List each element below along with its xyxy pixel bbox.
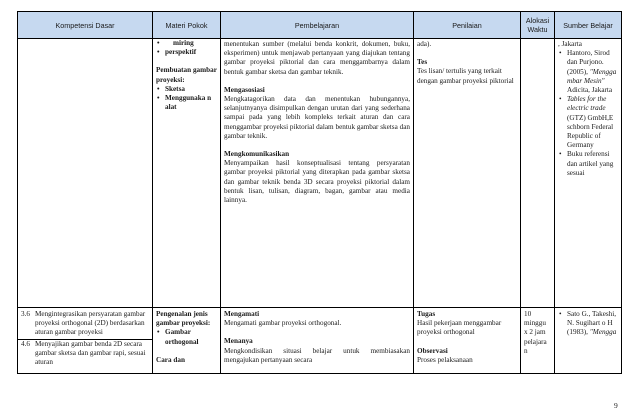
paragraph: Mengkatagorikan data dan menentukan hubungannya, selanjutnyanya disimpulkan dengan urutan dari yang sederhana sampai pada yang lebih kompleks terkait aturan dan cara menggambar proyeksi piktorial dalam bentuk gambar sketsa dan gambar teknik.: [224, 95, 410, 140]
materi-heading: Cara dan: [156, 355, 185, 364]
cell-sumber: [555, 308, 622, 374]
source-title: "Mengga mbar Mesin": [567, 67, 617, 85]
cell-alokasi: [521, 308, 555, 374]
paragraph: Mengamati gambar proyeksi orthogonal.: [224, 319, 342, 328]
header-materi-pokok: Materi Pokok: [153, 12, 221, 39]
list-item: miring: [173, 39, 194, 47]
source-title: "Mengga: [589, 328, 617, 337]
syllabus-table: [17, 11, 622, 374]
source-title: Tables for the electric trade: [567, 95, 607, 113]
header-sumber-belajar: Sumber Belajar: [555, 12, 622, 39]
section-heading: Mengasosiasi: [224, 85, 265, 94]
header-penilaian: Penilaian: [414, 12, 521, 39]
header-alokasi-waktu: Alokasi Waktu: [521, 12, 555, 39]
list-item: perspektif: [165, 48, 197, 57]
kd-number: 4.6: [21, 339, 30, 348]
source-text: Adicita, Jakarta: [567, 86, 613, 95]
table-header-row: [18, 12, 622, 39]
paragraph: Mengkondisikan situasi belajar untuk membiasakan mengajukan pertanyaan secara: [224, 346, 410, 364]
paragraph: Proses pelaksanaan: [417, 355, 473, 364]
materi-heading: Pembuatan gambar proyeksi:: [156, 66, 217, 84]
source-text: Hantoro, Sirod dan Purjono. (2005),: [567, 49, 610, 76]
paragraph: menentukan sumber (melalui benda konkrit, dokumen, buku, eksperimen) untuk menjawab pertanyaan yang diajukan tentang gambar proyeksi piktorial dan cara menggambarnya dalam bentuk gambar sketsa dan gambar teknik.: [224, 40, 410, 76]
cell-penilaian: [414, 308, 521, 374]
table-row: [18, 39, 622, 308]
cell-materi: [153, 39, 221, 308]
cell-kd: [18, 308, 153, 374]
materi-heading: Pengenalan jenis gambar proyeksi:: [156, 310, 211, 328]
cell-sumber: [555, 39, 622, 308]
section-heading: Mengamati: [224, 310, 260, 318]
paragraph: ada).: [417, 40, 432, 48]
section-heading: Menanya: [224, 337, 253, 346]
cell-penilaian: [414, 39, 521, 308]
kd-text: Mengintegrasikan persyaratan gambar proyeksi orthogonal (2D) berdasarkan aturan gambar proyeksi: [35, 310, 146, 337]
page-number: 9: [614, 401, 618, 410]
cell-pembelajaran: [221, 39, 414, 308]
kd-text: Menyajikan gambar benda 2D secara gambar sketsa dan gambar rapi, sesuai aturan: [35, 339, 146, 367]
header-pembelajaran: Pembelajaran: [221, 12, 414, 39]
cell-pembelajaran: [221, 308, 414, 374]
list-item: Menggunaka n alat: [165, 94, 212, 112]
section-heading: Tugas: [417, 310, 436, 318]
paragraph: Hasil pekerjaan menggambar proyeksi orthogonal: [417, 319, 502, 337]
section-heading: Tes: [417, 58, 428, 67]
list-item: Sketsa: [165, 84, 185, 93]
paragraph: Tes lisan/ tertulis yang terkait dengan gambar proyeksi piktorial: [417, 67, 514, 85]
source-text: Buku referensi dan artikel yang sesuai: [567, 150, 614, 177]
source-text: Sato G., Takeshi, N. Sugihart o H (1983),: [567, 310, 617, 337]
section-heading: Mengkomunikasikan: [224, 150, 290, 159]
alokasi-text: 10 minggu x 2 jam pelajara n: [524, 310, 547, 355]
section-heading: Observasi: [417, 346, 448, 355]
cell-kd: [18, 39, 153, 308]
kd-number: 3.6: [21, 310, 30, 318]
cell-materi: [153, 308, 221, 374]
cell-alokasi: [521, 39, 555, 308]
list-item: Gambar orthogonal: [165, 328, 199, 346]
table-row: [18, 308, 622, 374]
paragraph: Menyampaikan hasil konseptualisasi tentang persyaratan gambar proyeksi piktorial yang diterapkan pada gambar sketsa dan gambar teknik benda 3D secara proyeksi piktorial dalam bentuk lisan, tulisan, diagram, bagan, gambar atau media lainnya.: [224, 159, 410, 205]
source-text: (GTZ) GmbH,E schborn Federal Republic of Germany: [567, 113, 614, 150]
header-kompetensi-dasar: Kompetensi Dasar: [18, 12, 153, 39]
paragraph: , Jakarta: [558, 40, 582, 48]
